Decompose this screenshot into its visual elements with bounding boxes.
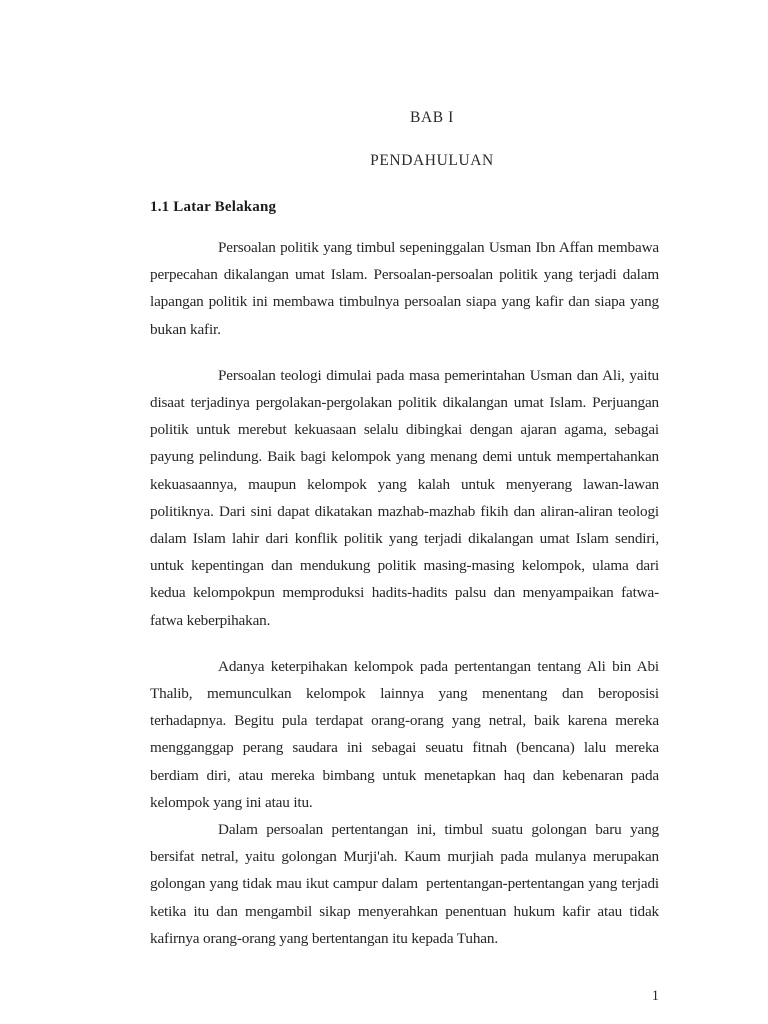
document-text-column: [150, 0, 663, 952]
body-paragraph: Dalam persoalan pertentangan ini, timbul suatu golongan baru yang bersifat netral, yaitu golongan Murji'ah. Kaum murjiah pada mulanya merupakan golongan yang tidak mau ikut campur dalam pertentangan-pertentangan yang terjadi ketika itu dan mengambil sikap menyerahkan penentuan hukum kafir atau tidak kafirnya orang-orang yang bertentangan itu kepada Tuhan.: [150, 821, 663, 947]
chapter-title: PENDAHULUAN: [370, 151, 494, 169]
body-paragraph: Persoalan teologi dimulai pada masa pemerintahan Usman dan Ali, yaitu disaat terjadinya pergolakan-pergolakan politik dikalangan umat Islam. Perjuangan politik untuk merebut kekuasaan selalu dibingkai dengan ajaran agama, sebagai payung pelindung. Baik bagi kelompok yang menang demi untuk mempertahankan kekuasaannya, maupun kelompok yang kalah untuk menyerang lawan-lawan politiknya. Dari sini dapat dikatakan mazhab-mazhab fikih dan aliran-aliran teologi dalam Islam lahir dari konflik politik yang terjadi dikalangan umat Islam sendiri, untuk kepentingan dan mendukung politik masing-masing kelompok, ulama dari kedua kelompokpun memproduksi hadits-hadits palsu dan menyampaikan fatwa-fatwa keberpihakan.: [150, 366, 663, 629]
chapter-heading-block: [150, 0, 659, 168]
page-number: 1: [651, 988, 659, 1004]
section-heading-latar-belakang: 1.1 Latar Belakang: [150, 199, 277, 215]
chapter-heading: BAB I: [410, 109, 454, 126]
body-paragraph: Persoalan politik yang timbul sepeninggalan Usman Ibn Affan membawa perpecahan dikalangan umat Islam. Persoalan-persoalan politik yang terjadi dalam lapangan politik ini membawa timbulnya persoalan siapa yang kafir dan siapa yang bukan kafir.: [150, 239, 663, 338]
body-paragraph: Adanya keterpihakan kelompok pada pertentangan tentang Ali bin Abi Thalib, memunculkan kelompok lainnya yang menentang dan beroposisi terhadapnya. Begitu pula terdapat orang-orang yang netral, baik karena mereka mengganggap perang saudara ini sebagai seuatu fitnah (bencana) lalu mereka berdiam diri, atau mereka bimbang untuk menetapkan haq dan kebenaran pada kelompok yang ini atau itu.: [150, 657, 663, 811]
